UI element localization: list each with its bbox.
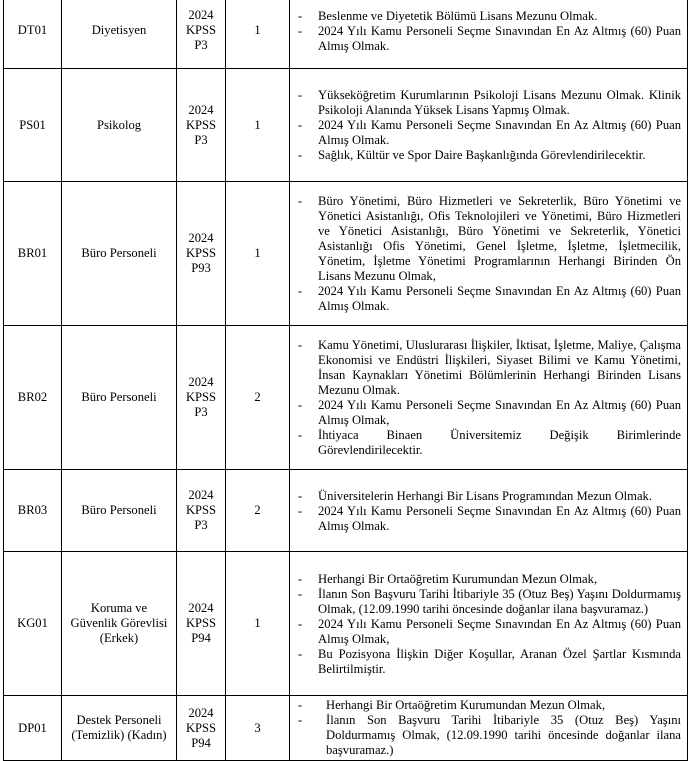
position-title: Psikolog [62, 69, 177, 182]
table-row [4, 470, 688, 552]
position-title: Diyetisyen [62, 0, 177, 69]
requirement-item: - Herhangi Bir Ortaöğretim Kurumundan Mezun Olmak, [298, 698, 681, 713]
requirement-item: - 2024 Yılı Kamu Personeli Seçme Sınavından En Az Altmış (60) Puan Almış Olmak. [298, 284, 681, 314]
position-quantity: 2 [226, 470, 290, 552]
position-quantity: 3 [226, 696, 290, 761]
position-title: Büro Personeli [62, 470, 177, 552]
requirement-item: - İhtiyaca Binaen Üniversitemiz Değişik Birimlerinde Görevlendirilecektir. [298, 428, 681, 458]
requirement-item: - Yükseköğretim Kurumlarının Psikoloji Lisans Mezunu Olmak. Klinik Psikoloji Alanında Yüksek Lisans Yapmış Olmak. [298, 88, 681, 118]
position-quantity: 1 [226, 182, 290, 326]
position-requirements [290, 552, 688, 696]
kpss-info: 2024 KPSS P94 [177, 552, 226, 696]
table-row [4, 69, 688, 182]
position-title: Büro Personeli [62, 182, 177, 326]
requirement-item: - Sağlık, Kültür ve Spor Daire Başkanlığında Görevlendirilecektir. [298, 148, 681, 163]
position-code: DP01 [4, 696, 62, 761]
table-row [4, 0, 688, 69]
requirement-item: - Herhangi Bir Ortaöğretim Kurumundan Mezun Olmak, [298, 572, 681, 587]
table-row [4, 696, 688, 761]
kpss-info: 2024 KPSS P93 [177, 182, 226, 326]
kpss-info: 2024 KPSS P3 [177, 0, 226, 69]
position-code: BR02 [4, 326, 62, 470]
requirement-item: - İlanın Son Başvuru Tarihi İtibariyle 35 (Otuz Beş) Yaşını Doldurmamış Olmak, (12.09.1990 tarihi öncesinde doğanlar ilana başvuramaz.) [298, 713, 681, 758]
position-requirements [290, 696, 688, 761]
kpss-info: 2024 KPSS P3 [177, 470, 226, 552]
requirement-item: - 2024 Yılı Kamu Personeli Seçme Sınavından En Az Altmış (60) Puan Almış Olmak, [298, 617, 681, 647]
table-row [4, 552, 688, 696]
requirement-item: - 2024 Yılı Kamu Personeli Seçme Sınavından En Az Altmış (60) Puan Almış Olmak, [298, 398, 681, 428]
requirement-item: - İlanın Son Başvuru Tarihi İtibariyle 35 (Otuz Beş) Yaşını Doldurmamış Olmak, (12.09.1990 tarihi öncesinde doğanlar ilana başvuramaz.) [298, 587, 681, 617]
position-code: PS01 [4, 69, 62, 182]
position-code: BR03 [4, 470, 62, 552]
position-requirements [290, 69, 688, 182]
kpss-info: 2024 KPSS P3 [177, 69, 226, 182]
requirement-item: - Büro Yönetimi, Büro Hizmetleri ve Sekreterlik, Büro Yönetimi ve Yönetici Asistanlığı, Ofis Teknolojileri ve Yönetimi, Büro Hizmetleri ve Yönetici Asistanlığı, Büro Yönetimi ve Sekreterlik, Yönetici Asistanlığı Ofis Yönetimi, Genel İşletme, İşletme, İşletmecilik, Yönetim, İşletme Yönetimi Programlarının Herhangi Birinden Ön Lisans Mezunu Olmak, [298, 194, 681, 284]
position-title: Koruma ve Güvenlik Görevlisi (Erkek) [62, 552, 177, 696]
requirement-item: - Kamu Yönetimi, Uluslurarası İlişkiler, İktisat, İşletme, Maliye, Çalışma Ekonomisi ve Endüstri İlişkileri, Siyaset Bilimi ve Kamu Yönetimi, İnsan Kaynakları Yönetimi Bölümlerinin Herhangi Birinden Lisans Mezunu Olmak. [298, 338, 681, 398]
position-requirements [290, 470, 688, 552]
requirement-item: - 2024 Yılı Kamu Personeli Seçme Sınavından En Az Altmış (60) Puan Almış Olmak. [298, 504, 681, 534]
table-row [4, 326, 688, 470]
position-quantity: 1 [226, 0, 290, 69]
position-requirements [290, 326, 688, 470]
position-title: Büro Personeli [62, 326, 177, 470]
position-code: BR01 [4, 182, 62, 326]
position-quantity: 1 [226, 69, 290, 182]
position-code: DT01 [4, 0, 62, 69]
position-code: KG01 [4, 552, 62, 696]
kpss-info: 2024 KPSS P94 [177, 696, 226, 761]
position-title: Destek Personeli (Temizlik) (Kadın) [62, 696, 177, 761]
position-quantity: 2 [226, 326, 290, 470]
requirement-item: - Bu Pozisyona İlişkin Diğer Koşullar, Aranan Özel Şartlar Kısmında Belirtilmiştir. [298, 647, 681, 677]
requirement-item: - 2024 Yılı Kamu Personeli Seçme Sınavından En Az Altmış (60) Puan Almış Olmak. [298, 118, 681, 148]
requirement-item: - Üniversitelerin Herhangi Bir Lisans Programından Mezun Olmak. [298, 489, 681, 504]
kpss-info: 2024 KPSS P3 [177, 326, 226, 470]
positions-table [3, 0, 688, 761]
requirement-item: - Beslenme ve Diyetetik Bölümü Lisans Mezunu Olmak. [298, 9, 681, 24]
position-quantity: 1 [226, 552, 290, 696]
table-row [4, 182, 688, 326]
position-requirements [290, 0, 688, 69]
position-requirements [290, 182, 688, 326]
requirement-item: - 2024 Yılı Kamu Personeli Seçme Sınavından En Az Altmış (60) Puan Almış Olmak. [298, 24, 681, 54]
